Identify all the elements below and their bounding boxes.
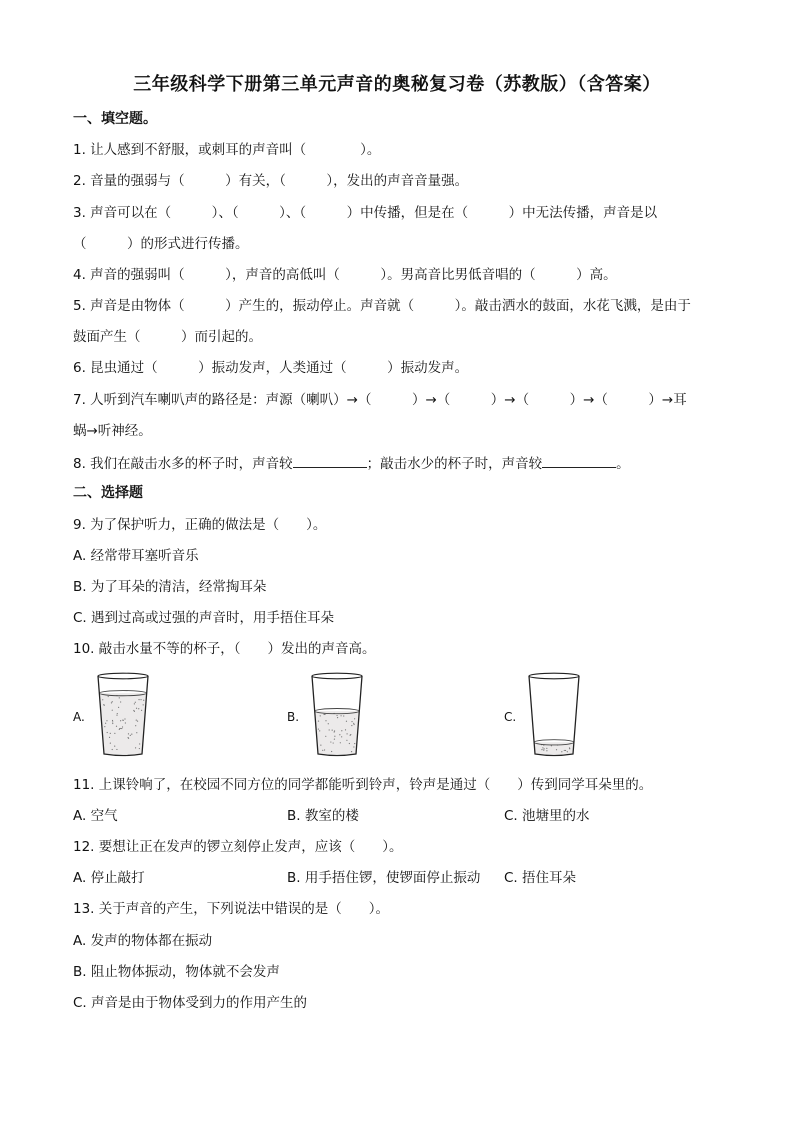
water-speck (324, 714, 325, 715)
question-12-option-a: A. 停止敲打 (73, 870, 145, 886)
water-speck (333, 742, 334, 743)
water-speck (116, 726, 117, 727)
water-fill (99, 693, 146, 754)
option-c-label: C. (504, 710, 517, 724)
water-speck (346, 721, 347, 722)
question-9-option-a: A. 经常带耳塞听音乐 (73, 548, 199, 564)
water-speck (120, 728, 121, 729)
water-speck (320, 715, 321, 716)
water-speck (334, 739, 335, 740)
question-13-option-c: C. 声音是由于物体受到力的作用产生的 (73, 995, 308, 1011)
water-speck (341, 730, 342, 731)
water-speck (569, 748, 570, 749)
water-speck (124, 718, 125, 719)
water-speck (141, 710, 142, 711)
water-speck (346, 733, 347, 734)
water-speck (106, 720, 107, 721)
water-speck (135, 747, 136, 748)
option-b-label: B. (287, 710, 300, 724)
glass-rim (312, 673, 362, 679)
water-speck (104, 726, 105, 727)
question-13-option-a: A. 发声的物体都在振动 (73, 933, 213, 949)
question-12-option-c: C. 捂住耳朵 (504, 870, 577, 886)
water-speck (122, 726, 123, 727)
water-speck (114, 746, 115, 747)
water-speck (135, 725, 136, 726)
water-speck (350, 734, 351, 735)
water-speck (551, 745, 552, 746)
question-3-line-1: 3. 声音可以在（ ）、（ ）、（ ）中传播，但是在（ ）中无法传播，声音是以 (73, 205, 658, 221)
water-speck (330, 741, 331, 742)
water-speck (556, 749, 557, 750)
water-speck (349, 743, 350, 744)
water-speck (340, 715, 341, 716)
question-5-line-2: 鼓面产生（ ）而引起的。 (73, 329, 262, 345)
question-9-option-b: B. 为了耳朵的清洁，经常掏耳朵 (73, 579, 267, 595)
water-speck (108, 696, 109, 697)
water-speck (322, 750, 323, 751)
water-speck (318, 720, 319, 721)
water-speck (318, 728, 319, 729)
water-speck (143, 704, 144, 705)
water-speck (128, 733, 129, 734)
water-speck (107, 732, 108, 733)
water-speck (334, 730, 335, 731)
question-11-option-a: A. 空气 (73, 808, 118, 824)
water-speck (325, 720, 326, 721)
water-speck (138, 699, 139, 700)
water-speck (139, 748, 140, 749)
water-speck (134, 703, 135, 704)
glass-rim (98, 673, 148, 679)
question-1: 1. 让人感到不舒服，或刺耳的声音叫（ ）。 (73, 142, 381, 158)
water-speck (546, 750, 547, 751)
water-speck (111, 702, 112, 703)
water-speck (143, 700, 144, 701)
water-speck (117, 713, 118, 714)
water-speck (110, 742, 111, 743)
question-9-option-c: C. 遇到过高或过强的声音时，用手捂住耳朵 (73, 610, 335, 626)
water-speck (542, 747, 543, 748)
water-speck (339, 734, 340, 735)
water-speck (135, 702, 136, 703)
page-title: 三年级科学下册第三单元声音的奥秘复习卷（苏教版）（含答案） (133, 74, 661, 95)
water-speck (119, 697, 120, 698)
water-speck (125, 722, 126, 723)
answer-blank[interactable] (542, 453, 616, 468)
water-speck (116, 715, 117, 716)
question-8-part-2: ；敲击水少的杯子时，声音较 (366, 456, 543, 472)
water-speck (131, 734, 132, 735)
question-3-line-2: （ ）的形式进行传播。 (73, 236, 249, 252)
water-speck (565, 750, 566, 751)
water-speck (140, 699, 141, 700)
water-speck (320, 745, 321, 746)
question-12-option-b: B. 用手捂住锣，使锣面停止振动 (287, 870, 481, 886)
water-speck (112, 749, 113, 750)
water-speck (324, 749, 325, 750)
question-7-line-1: 7. 人听到汽车喇叭声的路径是：声源（喇叭）→（ ）→（ ）→（ ）→（ ）→耳 (73, 392, 687, 408)
section-heading-fill-blank: 一、填空题。 (73, 111, 157, 127)
water-speck (122, 719, 123, 720)
water-speck (353, 723, 354, 724)
question-10: 10. 敲击水量不等的杯子，（ ）发出的声音高。 (73, 641, 376, 657)
water-speck (345, 729, 346, 730)
water-speck (120, 701, 121, 702)
water-speck (541, 749, 542, 750)
water-speck (130, 735, 131, 736)
water-speck (546, 748, 547, 749)
water-speck (110, 733, 111, 734)
question-8-part-1: 8. 我们在敲击水多的杯子时，声音较 (73, 456, 293, 472)
section-heading-multiple-choice: 二、选择题 (73, 485, 143, 501)
water-speck (105, 723, 106, 724)
water-speck (120, 720, 121, 721)
water-speck (331, 751, 332, 752)
water-speck (354, 718, 355, 719)
question-9: 9. 为了保护听力，正确的做法是（ ）。 (73, 517, 327, 533)
water-speck (354, 724, 355, 725)
water-speck (112, 721, 113, 722)
water-speck (114, 733, 115, 734)
water-speck (325, 736, 326, 737)
water-speck (329, 729, 330, 730)
water-speck (112, 723, 113, 724)
question-11-option-b: B. 教室的楼 (287, 808, 359, 824)
water-speck (109, 737, 110, 738)
water-speck (353, 746, 354, 747)
water-speck (567, 751, 568, 752)
water-speck (136, 720, 137, 721)
answer-blank[interactable] (293, 453, 367, 468)
question-2: 2. 音量的强弱与（ ）有关，（ ），发出的声音音量强。 (73, 173, 469, 189)
water-speck (118, 707, 119, 708)
question-13-option-b: B. 阻止物体振动，物体就不会发声 (73, 964, 280, 980)
glass-a-icon (95, 672, 151, 758)
water-speck (351, 751, 352, 752)
glass-rim (529, 673, 579, 679)
question-4: 4. 声音的强弱叫（ ），声音的高低叫（ ）。男高音比男低音唱的（ ）高。 (73, 267, 617, 283)
question-7-line-2: 蜗→听神经。 (73, 423, 152, 439)
water-speck (136, 732, 137, 733)
water-speck (337, 717, 338, 718)
water-speck (354, 743, 355, 744)
water-speck (332, 730, 333, 731)
water-speck (346, 740, 347, 741)
water-speck (336, 715, 337, 716)
question-13: 13. 关于声音的产生，下列说法中错误的是（ ）。 (73, 901, 390, 917)
question-6: 6. 昆虫通过（ ）振动发声，人类通过（ ）振动发声。 (73, 360, 469, 376)
water-speck (103, 704, 104, 705)
water-speck (564, 750, 565, 751)
water-speck (138, 708, 139, 709)
question-11-option-c: C. 池塘里的水 (504, 808, 590, 824)
water-speck (116, 749, 117, 750)
question-11: 11. 上课铃响了，在校园不同方位的同学都能听到铃声，铃声是通过（ ）传到同学耳朵里的。 (73, 777, 653, 793)
water-speck (319, 730, 320, 731)
water-speck (340, 742, 341, 743)
water-speck (136, 708, 137, 709)
water-speck (328, 723, 329, 724)
question-8 (73, 453, 630, 473)
water-speck (351, 721, 352, 722)
option-a-label: A. (73, 710, 85, 724)
water-speck (139, 743, 140, 744)
water-speck (112, 710, 113, 711)
water-speck (112, 720, 113, 721)
glass-b-icon (309, 672, 365, 758)
question-5-line-1: 5. 声音是由物体（ ）产生的，振动停止。声音就（ ）。敲击洒水的鼓面，水花飞溅，是由于 (73, 298, 691, 314)
question-12: 12. 要想让正在发声的锣立刻停止发声，应该（ ）。 (73, 839, 403, 855)
water-speck (343, 715, 344, 716)
water-speck (119, 729, 120, 730)
water-speck (128, 737, 129, 738)
water-speck (112, 701, 113, 702)
water-speck (334, 736, 335, 737)
water-speck (137, 720, 138, 721)
water-speck (544, 748, 545, 749)
water-speck (121, 728, 122, 729)
water-speck (543, 749, 544, 750)
water-speck (351, 725, 352, 726)
water-speck (102, 699, 103, 700)
question-8-part-3: 。 (616, 456, 630, 472)
water-speck (133, 710, 134, 711)
water-speck (341, 736, 342, 737)
water-speck (561, 751, 562, 752)
water-speck (334, 731, 335, 732)
glass-c-icon (526, 672, 582, 758)
